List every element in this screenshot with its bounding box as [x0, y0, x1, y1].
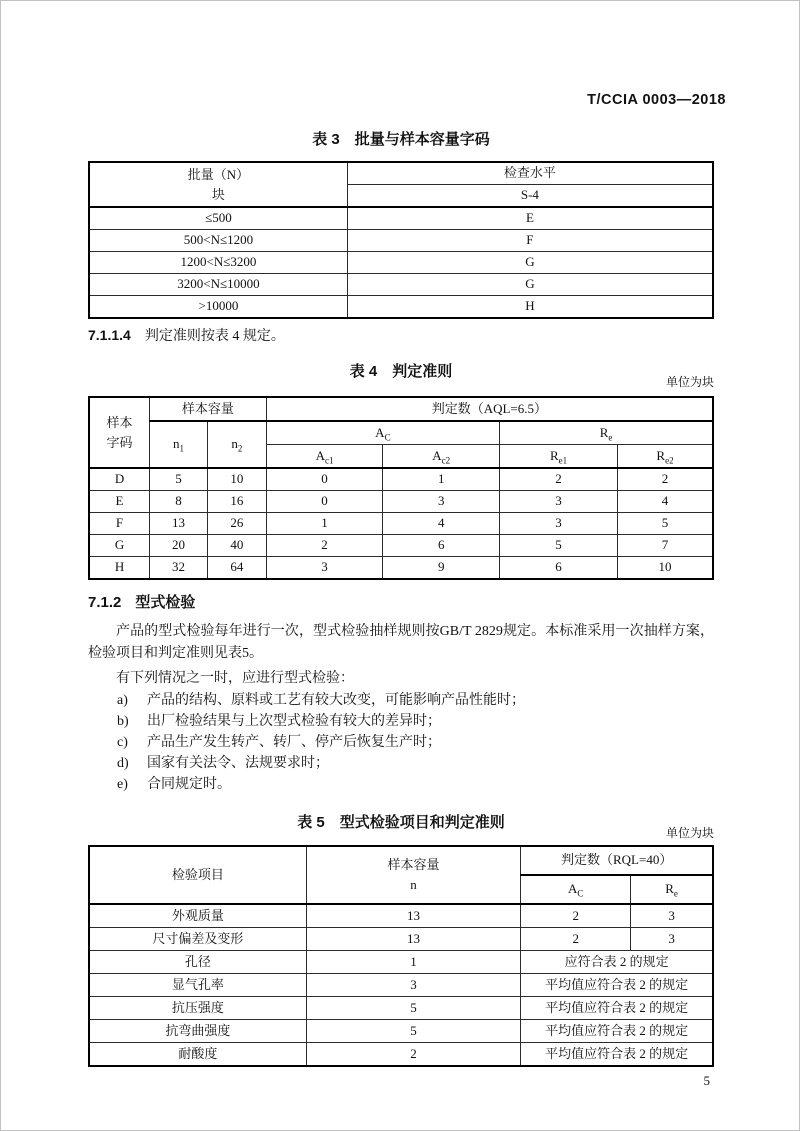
- table-cell: 孔径: [89, 951, 306, 974]
- table-row: [89, 207, 713, 230]
- t5-re-header-cell: $R_e$: [631, 875, 713, 904]
- t4-n1-header-cell: $n_1$: [150, 421, 208, 468]
- table-row: [89, 468, 713, 491]
- table-cell: 13: [150, 513, 208, 535]
- table-cell: 6: [383, 535, 500, 557]
- section-number: 7.1.2: [88, 594, 122, 611]
- table3-header-row-1: [89, 162, 713, 185]
- table-row: [89, 904, 713, 928]
- table-row: [89, 928, 713, 951]
- t5-sample-size-line2: n: [410, 877, 417, 892]
- t3-lot-label: 批量（N）: [187, 166, 250, 182]
- table-cell: 0: [266, 468, 383, 491]
- table-row: [89, 557, 713, 580]
- list-item-text: 合同规定时。: [147, 777, 231, 792]
- table-cell: 20: [150, 535, 208, 557]
- table-row: [89, 1020, 713, 1043]
- list-item-label: b): [117, 714, 129, 729]
- table-cell: 尺寸偏差及变形: [89, 928, 306, 951]
- t3-level-header-cell: 检查水平: [347, 162, 713, 185]
- table-row: [89, 997, 713, 1020]
- table-cell: 26: [208, 513, 267, 535]
- list-item-label: a): [117, 693, 128, 708]
- table-cell: G: [89, 535, 150, 557]
- t4-judgment-header-cell: 判定数（AQL=6.5）: [266, 397, 713, 421]
- table-cell: G: [347, 274, 713, 296]
- table-cell: 抗压强度: [89, 997, 306, 1020]
- table-row: [89, 1043, 713, 1067]
- t4-sample-code-line2: 字码: [106, 434, 133, 450]
- table-row: [89, 230, 713, 252]
- table-row: [89, 296, 713, 319]
- t5-judgment-header-cell: 判定数（RQL=40）: [521, 846, 713, 875]
- table-cell: 5: [617, 513, 713, 535]
- section-text: 判定准则按表 4 规定。: [144, 329, 285, 344]
- section-title: 型式检验: [135, 594, 196, 611]
- table-cell: 13: [306, 928, 521, 951]
- table-cell: 5: [306, 997, 521, 1020]
- table-cell: 1: [306, 951, 521, 974]
- table-cell: 2: [266, 535, 383, 557]
- table-cell: 4: [617, 491, 713, 513]
- table-cell: 1: [383, 468, 500, 491]
- table-cell: E: [347, 207, 713, 230]
- table-cell: 16: [208, 491, 267, 513]
- table-cell: H: [89, 557, 150, 580]
- table-cell: F: [89, 513, 150, 535]
- table-cell: 3: [631, 928, 713, 951]
- list-item: [88, 690, 714, 711]
- t4-re-group-header-cell: $R_e$: [500, 421, 713, 445]
- t3-level-value-cell: S-4: [347, 185, 713, 208]
- table-cell: F: [347, 230, 713, 252]
- table-cell-merged: 平均值应符合表 2 的规定: [521, 997, 713, 1020]
- table4-title: 表 4 判定准则: [349, 363, 453, 380]
- list-item: [88, 711, 714, 732]
- condition-list: [88, 690, 714, 795]
- list-item-label: e): [117, 777, 128, 792]
- table-cell: 3: [306, 974, 521, 997]
- table-cell: 8: [150, 491, 208, 513]
- table3-title: 表 3 批量与样本容量字码: [312, 131, 490, 148]
- table-cell: 13: [306, 904, 521, 928]
- table-cell: 2: [617, 468, 713, 491]
- t3-lot-unit: 块: [211, 186, 225, 202]
- table-cell: G: [347, 252, 713, 274]
- standard-reference: T/CCIA 0003—2018: [587, 92, 726, 108]
- table4-header-row-2: [89, 421, 713, 445]
- table-cell: 10: [617, 557, 713, 580]
- table-row: [89, 513, 713, 535]
- table5-type-inspection-items: [88, 845, 714, 1067]
- table-cell: >10000: [89, 296, 347, 319]
- table-cell-merged: 平均值应符合表 2 的规定: [521, 1020, 713, 1043]
- table-cell: H: [347, 296, 713, 319]
- table-cell: 3: [500, 491, 618, 513]
- table-cell: 3: [500, 513, 618, 535]
- paragraph-conditions-intro: 有下列情况之一时，应进行型式检验：: [116, 671, 354, 686]
- list-item: [88, 732, 714, 753]
- table-cell: 3200<N≤10000: [89, 274, 347, 296]
- table-cell: 2: [521, 928, 631, 951]
- t5-sample-size-header-cell: [306, 846, 521, 904]
- section-7114: [88, 327, 714, 345]
- page-content: [88, 1, 714, 1089]
- list-item-text: 产品生产发生转产、转厂、停产后恢复生产时；: [147, 735, 441, 750]
- list-item-text: 出厂检验结果与上次型式检验有较大的差异时；: [147, 714, 441, 729]
- t4-re1-header-cell: $R_{e1}$: [500, 445, 618, 469]
- table-cell: 4: [383, 513, 500, 535]
- table-cell: 外观质量: [89, 904, 306, 928]
- list-item: [88, 774, 714, 795]
- t3-lot-header-cell: [89, 162, 347, 207]
- list-item-text: 产品的结构、原料或工艺有较大改变，可能影响产品性能时；: [147, 693, 525, 708]
- table4-header-row-1: [89, 397, 713, 421]
- t4-sample-code-header-cell: [89, 397, 150, 468]
- list-item-label: d): [117, 756, 129, 771]
- table-cell-merged: 平均值应符合表 2 的规定: [521, 974, 713, 997]
- table-cell: 64: [208, 557, 267, 580]
- list-item-label: c): [117, 735, 128, 750]
- t4-sample-code-line1: 样本: [106, 414, 133, 430]
- table-row: [89, 252, 713, 274]
- table-cell: 3: [383, 491, 500, 513]
- table-cell: 耐酸度: [89, 1043, 306, 1067]
- t4-ac-group-header-cell: $A_C$: [266, 421, 499, 445]
- t5-item-header-cell: 检验项目: [89, 846, 306, 904]
- section-number: 7.1.1.4: [88, 327, 131, 343]
- table-row: [89, 974, 713, 997]
- t4-n2-header-cell: $n_2$: [208, 421, 267, 468]
- table-cell: 5: [150, 468, 208, 491]
- table-cell: 1: [266, 513, 383, 535]
- table-cell: E: [89, 491, 150, 513]
- table5-title: 表 5 型式检验项目和判定准则: [297, 814, 505, 831]
- table5-unit-note: 单位为块: [665, 826, 714, 840]
- table3-lot-sample-code: [88, 161, 714, 319]
- table-cell: 6: [500, 557, 618, 580]
- list-item: [88, 753, 714, 774]
- table-cell: 3: [631, 904, 713, 928]
- table-cell: D: [89, 468, 150, 491]
- table-cell: 5: [500, 535, 618, 557]
- table-cell-merged: 应符合表 2 的规定: [521, 951, 713, 974]
- paragraph-type-inspection: 产品的型式检验每年进行一次，型式检验抽样规则按GB/T 2829规定。本标准采用一次抽样方案，检验项目和判定准则见表5。: [88, 624, 714, 661]
- table-cell: 5: [306, 1020, 521, 1043]
- table-cell: 7: [617, 535, 713, 557]
- table-cell: 2: [521, 904, 631, 928]
- table-cell: 9: [383, 557, 500, 580]
- table-cell: 3: [266, 557, 383, 580]
- table-row: [89, 951, 713, 974]
- section-712-heading: [88, 594, 714, 612]
- list-item-text: 国家有关法令、法规要求时；: [147, 756, 329, 771]
- t4-re2-header-cell: $R_{e2}$: [617, 445, 713, 469]
- table-cell-merged: 平均值应符合表 2 的规定: [521, 1043, 713, 1067]
- t5-sample-size-line1: 样本容量: [387, 857, 440, 872]
- table-row: [89, 491, 713, 513]
- table-row: [89, 535, 713, 557]
- table5-header-row-1: [89, 846, 713, 875]
- table-row: [89, 274, 713, 296]
- table4-judgment-criteria: [88, 396, 714, 580]
- t4-ac1-header-cell: $A_{c1}$: [266, 445, 383, 469]
- table-cell: 显气孔率: [89, 974, 306, 997]
- table-cell: 10: [208, 468, 267, 491]
- table4-unit-note: 单位为块: [665, 375, 714, 389]
- page-number: 5: [703, 1073, 710, 1088]
- table-cell: 500<N≤1200: [89, 230, 347, 252]
- t4-sample-size-header-cell: 样本容量: [150, 397, 267, 421]
- table-cell: ≤500: [89, 207, 347, 230]
- table-cell: 1200<N≤3200: [89, 252, 347, 274]
- t5-ac-header-cell: $A_C$: [521, 875, 631, 904]
- table-cell: 2: [306, 1043, 521, 1067]
- table-cell: 0: [266, 491, 383, 513]
- table-cell: 40: [208, 535, 267, 557]
- table-cell: 32: [150, 557, 208, 580]
- table-cell: 2: [500, 468, 618, 491]
- table-cell: 抗弯曲强度: [89, 1020, 306, 1043]
- t4-ac2-header-cell: $A_{c2}$: [383, 445, 500, 469]
